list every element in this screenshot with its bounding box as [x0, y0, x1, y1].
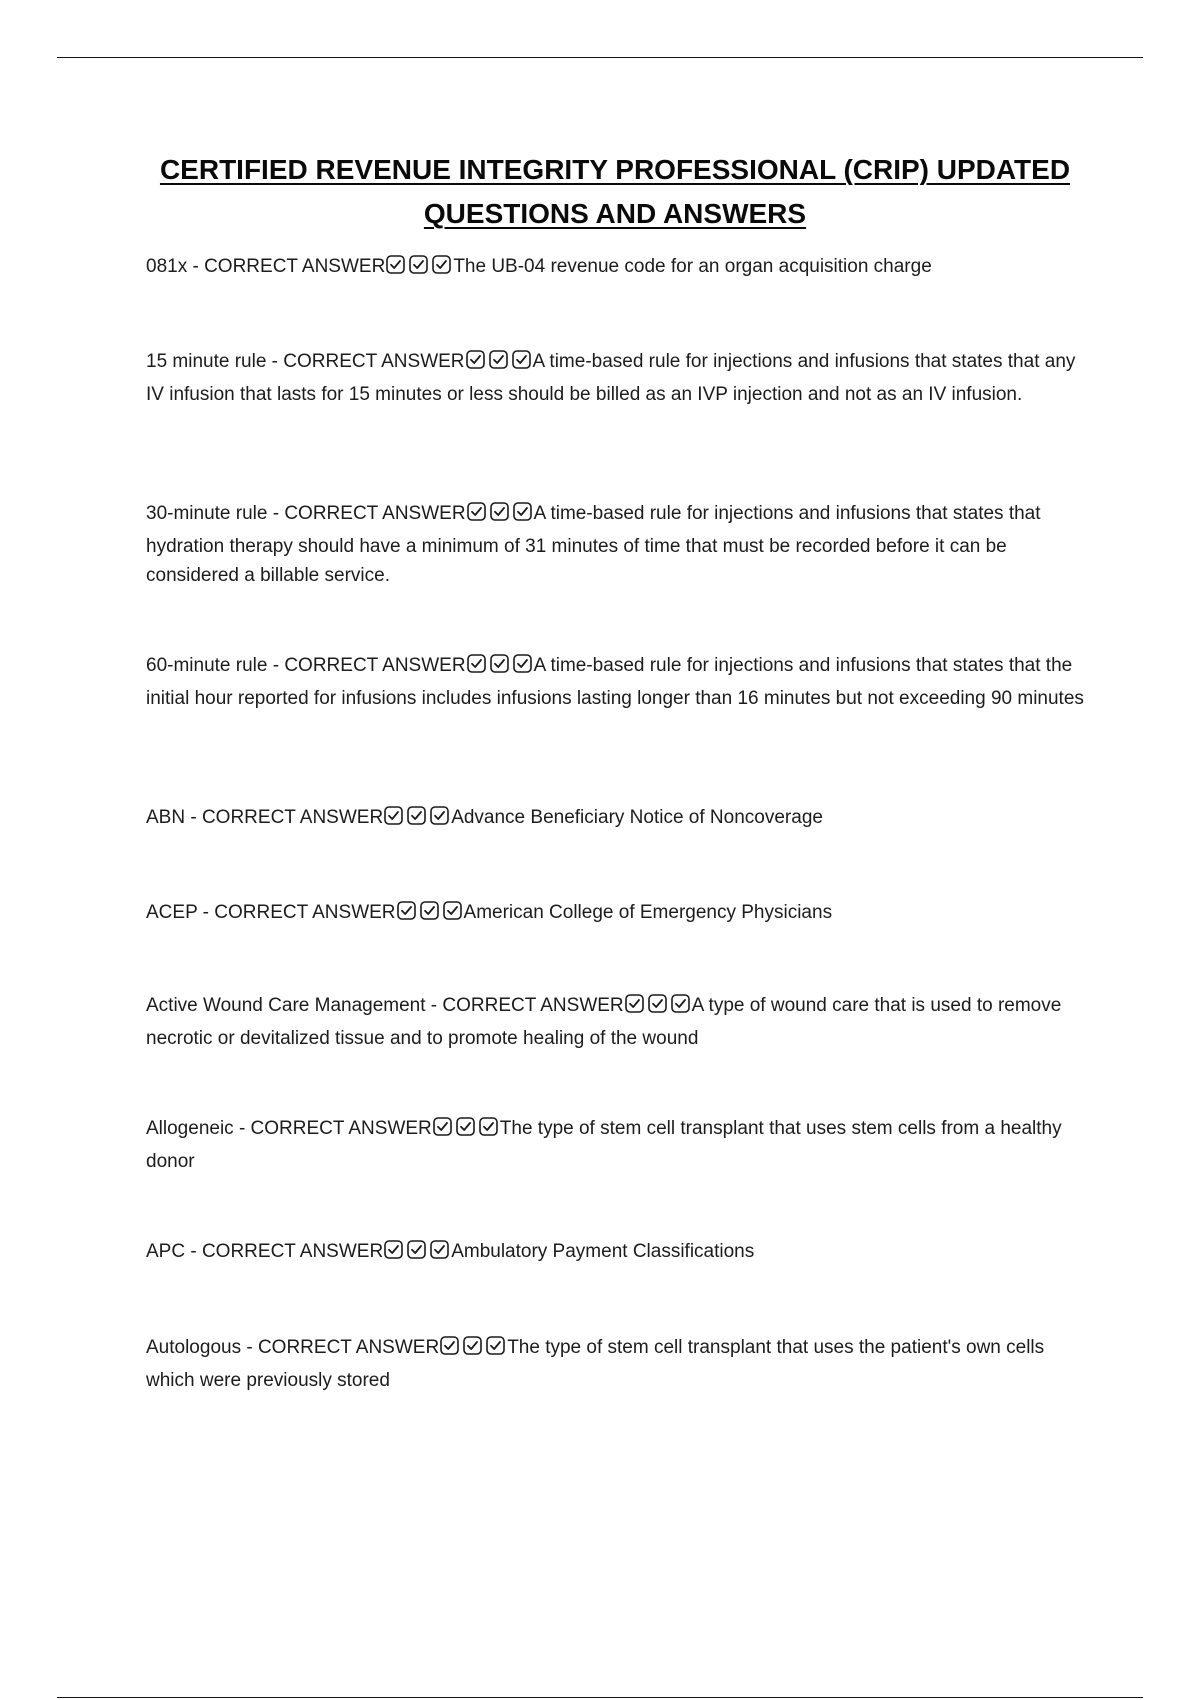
qa-entry — [146, 1237, 1086, 1270]
check-box-icon — [671, 994, 690, 1013]
answer-marker: - CORRECT ANSWER — [425, 995, 624, 1016]
entry-term: 15 minute rule — [146, 351, 267, 372]
check-marks — [384, 1240, 450, 1270]
check-marks — [433, 1117, 499, 1147]
entry-term: ABN — [146, 807, 186, 828]
check-box-icon — [513, 654, 532, 673]
answer-marker: - CORRECT ANSWER — [233, 1118, 432, 1139]
check-box-icon — [430, 806, 449, 825]
qa-entry — [146, 898, 1086, 931]
title-line-2: QUESTIONS AND ANSWERS — [423, 198, 807, 229]
check-box-icon — [648, 994, 667, 1013]
answer-marker: - CORRECT ANSWER — [185, 807, 384, 828]
check-marks — [386, 255, 452, 285]
check-box-icon — [456, 1117, 475, 1136]
entry-term: 60-minute rule — [146, 655, 268, 676]
answer-marker: - CORRECT ANSWER — [187, 256, 386, 277]
check-box-icon — [463, 1336, 482, 1355]
check-box-icon — [489, 350, 508, 369]
check-box-icon — [433, 1117, 452, 1136]
check-box-icon — [440, 1336, 459, 1355]
entry-answer: Ambulatory Payment Classifications — [451, 1241, 755, 1262]
check-box-icon — [512, 350, 531, 369]
check-box-icon — [384, 1240, 403, 1259]
qa-entry — [146, 651, 1086, 713]
entry-term: Allogeneic — [146, 1118, 234, 1139]
check-box-icon — [386, 255, 405, 274]
check-box-icon — [490, 502, 509, 521]
check-box-icon — [486, 1336, 505, 1355]
check-box-icon — [430, 1240, 449, 1259]
entry-answer: A type of wound care that is used to remove necrotic or devitalized tissue and to promote healing of the wound — [146, 995, 1062, 1049]
check-box-icon — [466, 350, 485, 369]
document-title — [120, 148, 1110, 236]
check-box-icon — [397, 901, 416, 920]
qa-entry — [146, 1333, 1086, 1395]
check-box-icon — [407, 1240, 426, 1259]
entry-term: Active Wound Care Management — [146, 995, 426, 1016]
qa-entry — [146, 347, 1086, 409]
bottom-rule — [57, 1697, 1143, 1698]
answer-marker: - CORRECT ANSWER — [266, 351, 465, 372]
check-box-icon — [407, 806, 426, 825]
check-box-icon — [513, 502, 532, 521]
qa-entry — [146, 991, 1086, 1053]
qa-entry — [146, 499, 1086, 591]
entry-term: Autologous — [146, 1337, 242, 1358]
check-marks — [467, 502, 533, 532]
entry-answer: The UB-04 revenue code for an organ acquisition charge — [453, 256, 932, 277]
answer-marker: - CORRECT ANSWER — [185, 1241, 384, 1262]
answer-marker: - CORRECT ANSWER — [241, 1337, 440, 1358]
check-marks — [467, 654, 533, 684]
top-rule — [57, 57, 1143, 58]
entry-term: 081x — [146, 256, 188, 277]
check-box-icon — [443, 901, 462, 920]
check-box-icon — [490, 654, 509, 673]
qa-entry — [146, 1114, 1086, 1176]
check-marks — [466, 350, 532, 380]
check-box-icon — [432, 255, 451, 274]
title-line-1: CERTIFIED REVENUE INTEGRITY PROFESSIONAL (CRIP) UPDATED — [159, 154, 1071, 185]
answer-marker: - CORRECT ANSWER — [267, 655, 466, 676]
check-marks — [384, 806, 450, 836]
entry-answer: A time-based rule for injections and infusions that states that hydration therapy should have a minimum of 31 minutes of time that must be recorded before it can be considered a billable service. — [146, 503, 1041, 586]
check-box-icon — [479, 1117, 498, 1136]
entry-answer: American College of Emergency Physicians — [463, 902, 833, 923]
check-box-icon — [467, 654, 486, 673]
entry-term: 30-minute rule — [146, 503, 268, 524]
entry-answer: The type of stem cell transplant that uses stem cells from a healthy donor — [146, 1118, 1062, 1172]
check-box-icon — [420, 901, 439, 920]
entry-answer: A time-based rule for injections and infusions that states that any IV infusion that lasts for 15 minutes or less should be billed as an IVP injection and not as an IV infusion. — [146, 351, 1076, 405]
answer-marker: - CORRECT ANSWER — [267, 503, 466, 524]
entry-answer: The type of stem cell transplant that uses the patient's own cells which were previously stored — [146, 1337, 1045, 1391]
check-box-icon — [384, 806, 403, 825]
check-marks — [440, 1336, 506, 1366]
entry-answer: Advance Beneficiary Notice of Noncoverage — [451, 807, 823, 828]
entry-term: APC — [146, 1241, 186, 1262]
answer-marker: - CORRECT ANSWER — [197, 902, 396, 923]
check-box-icon — [409, 255, 428, 274]
entry-answer: A time-based rule for injections and infusions that states that the initial hour reported for infusions includes infusions lasting longer than 16 minutes but not exceeding 90 minutes — [146, 655, 1084, 709]
check-marks — [397, 901, 463, 931]
check-marks — [625, 994, 691, 1024]
entry-term: ACEP — [146, 902, 198, 923]
qa-entry — [146, 252, 1086, 285]
check-box-icon — [467, 502, 486, 521]
qa-entry — [146, 803, 1086, 836]
check-box-icon — [625, 994, 644, 1013]
